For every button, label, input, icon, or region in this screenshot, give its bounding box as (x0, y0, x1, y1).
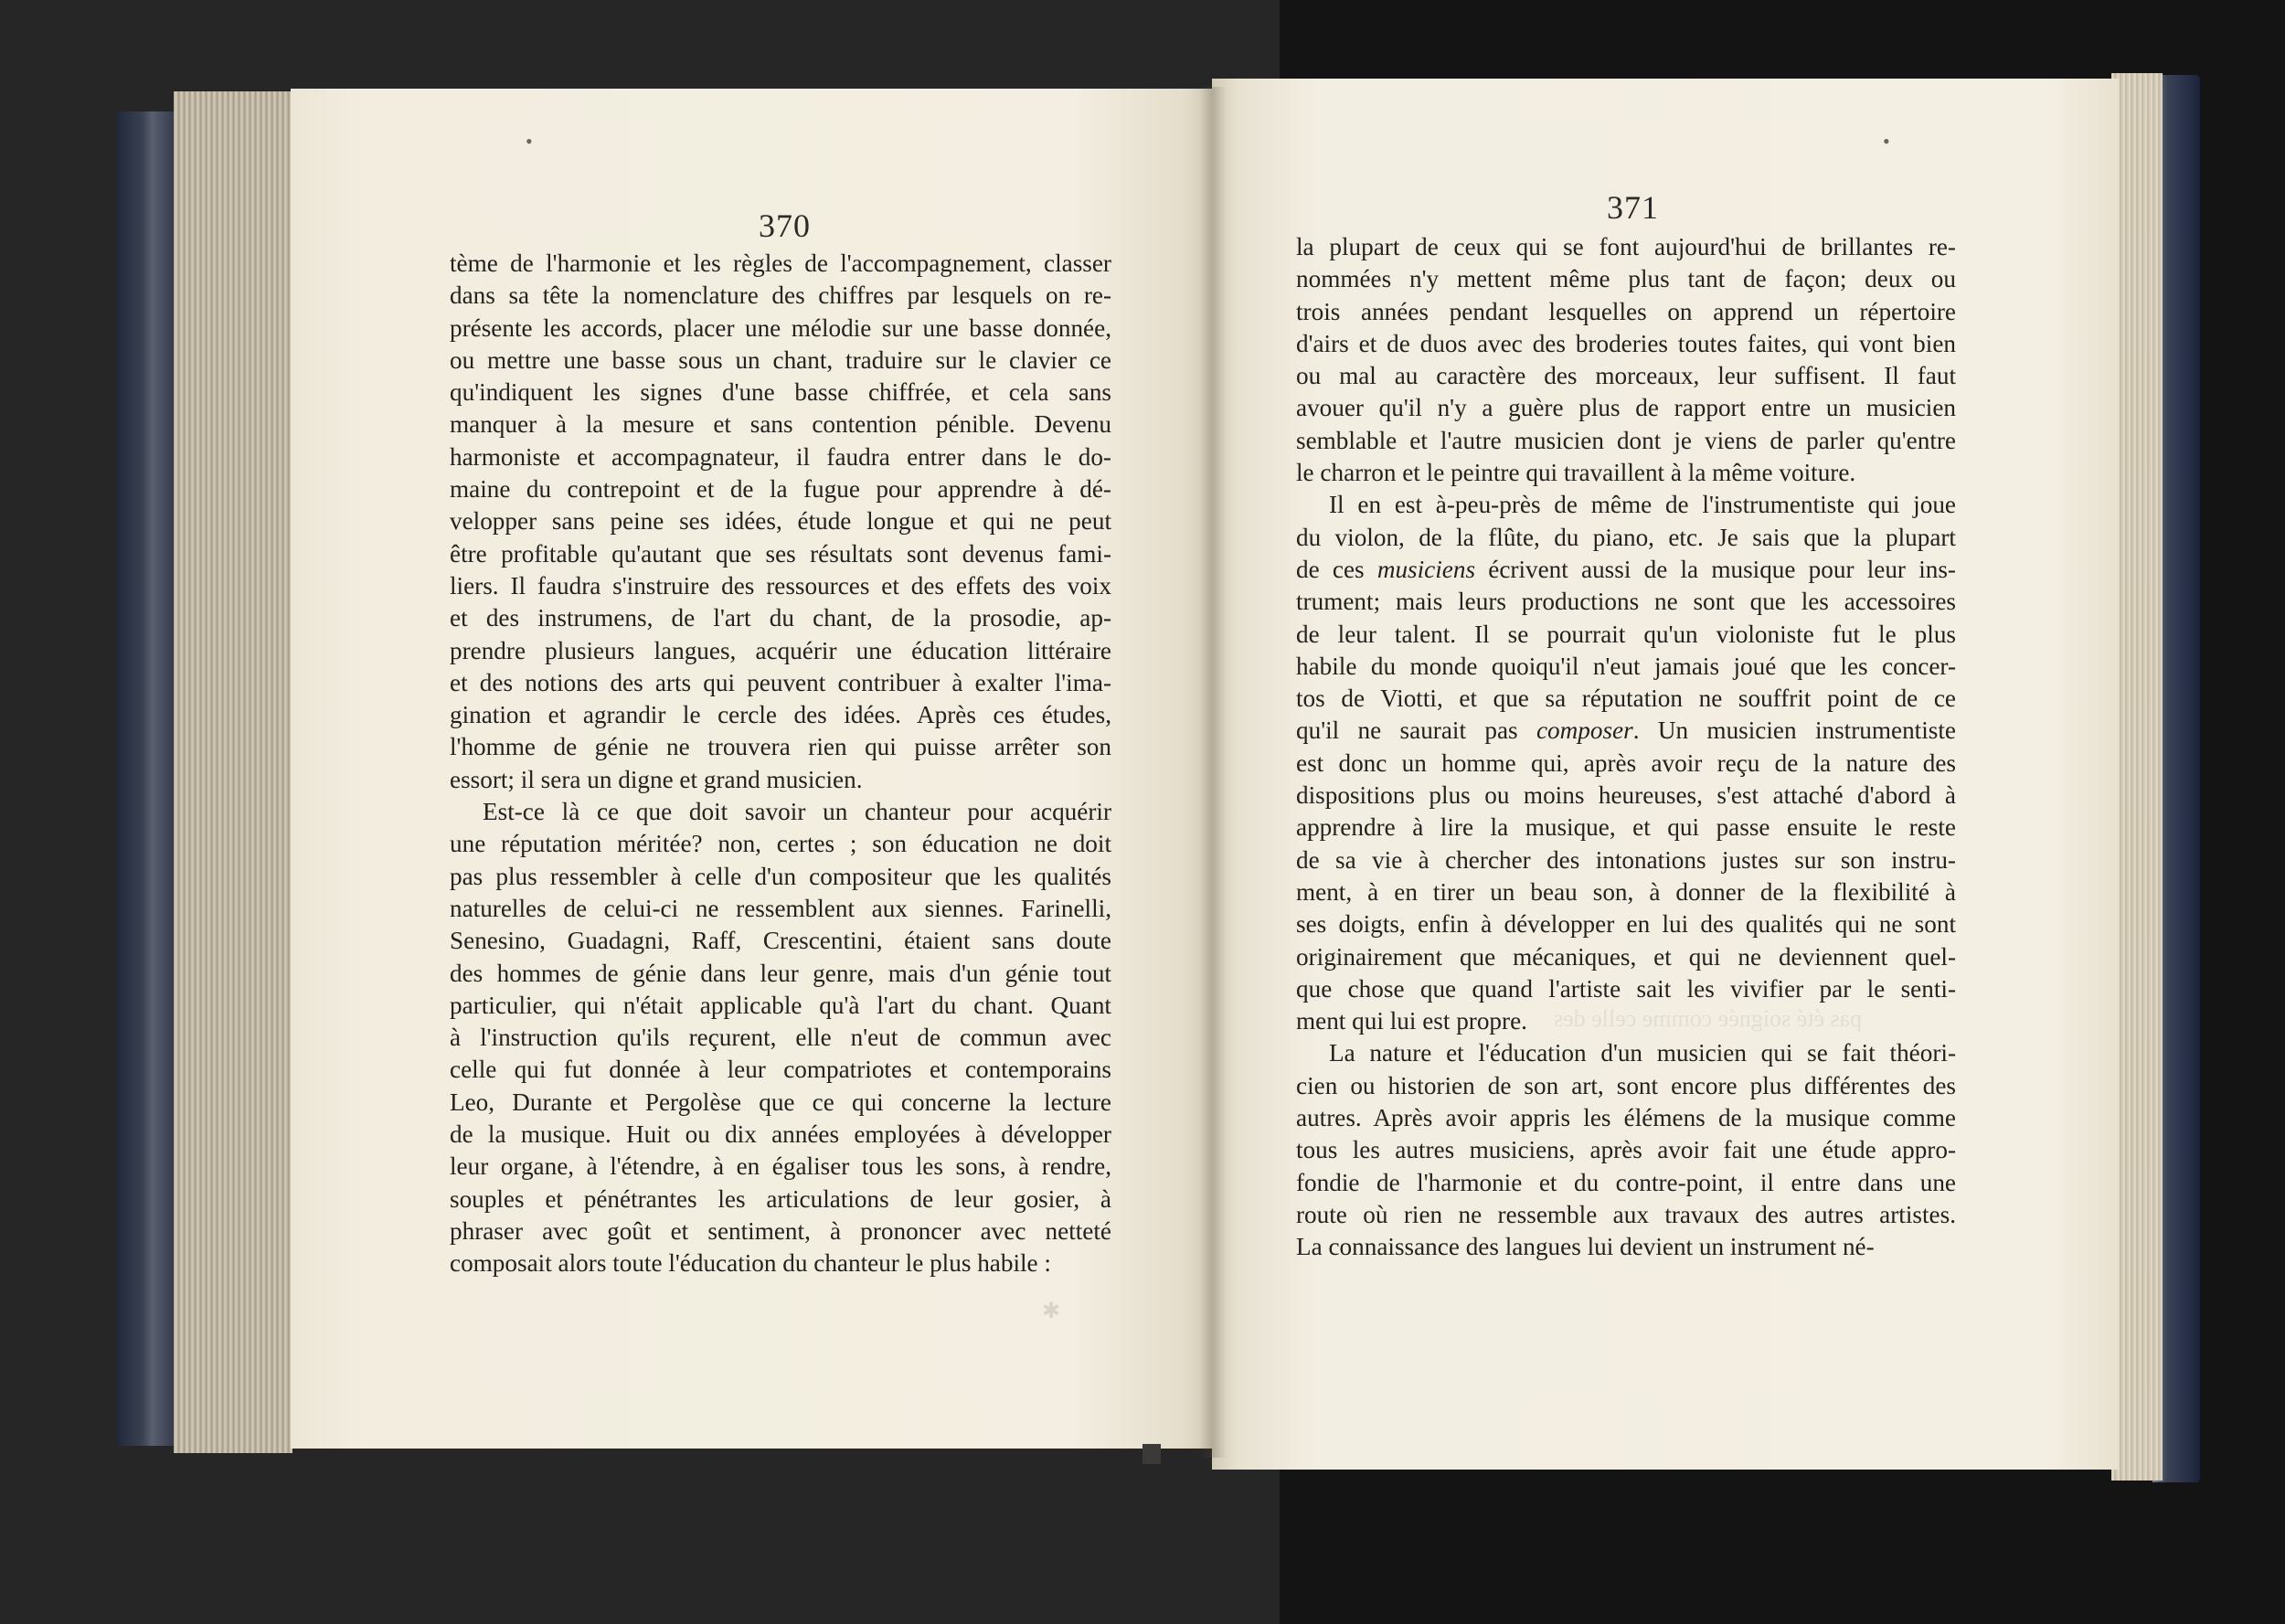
text-line: tème de l'harmonie et les règles de l'accompagnement, classer (450, 249, 1111, 277)
text-line: l'homme de génie ne trouvera rien qui puisse arrêter son (450, 733, 1111, 761)
text-line: Leo, Durante et Pergolèse que ce qui concerne la lecture (450, 1088, 1111, 1116)
text-line: gination et agrandir le cercle des idées. Après ces études, (450, 701, 1111, 729)
text-line: Senesino, Guadagni, Raff, Crescentini, étaient sans doute (450, 927, 1111, 955)
text-line: trois années pendant lesquelles on apprend un répertoire (1296, 297, 1956, 325)
text-line: celle qui fut donnée à leur compatriotes et contemporains (450, 1056, 1111, 1084)
text-line: ou mettre une basse sous un chant, traduire sur le clavier ce (450, 345, 1111, 374)
text-line: fondie de l'harmonie et du contre-point, il entre dans une (1296, 1168, 1956, 1196)
left-cover (117, 111, 181, 1446)
text-line: tos de Viotti, et que sa réputation ne souffrit point de ce (1296, 685, 1956, 713)
text-line: harmoniste et accompagnateur, il faudra entrer dans le do- (450, 442, 1111, 471)
page-mark-right: • (1883, 130, 1890, 153)
text-line: leur organe, à l'étendre, à en égaliser tous les sons, à rendre, (450, 1152, 1111, 1181)
text-line: naturelles de celui-ci ne ressemblent aux siennes. Farinelli, (450, 894, 1111, 922)
text-line: trument; mais leurs productions ne sont que les accessoires (1296, 588, 1956, 616)
text-line: et des notions des arts qui peuvent contribuer à exalter l'ima- (450, 668, 1111, 696)
text-line: qu'indiquent les signes d'une basse chiffrée, et cela sans (450, 378, 1111, 407)
text-line: de leur talent. Il se pourrait qu'un violoniste fut le plus (1296, 620, 1956, 648)
text-line: La connaissance des langues lui devient un instrument né- (1296, 1233, 1875, 1261)
text-line: cien ou historien de son art, sont encore plus différentes des (1296, 1071, 1956, 1099)
text-line: de la musique. Huit ou dix années employées à développer (450, 1120, 1111, 1149)
text-line: que chose que quand l'artiste sait les vivifier par le senti- (1296, 974, 1956, 1003)
text-line: ment qui lui est propre. (1296, 1007, 1527, 1035)
book-gutter (1199, 87, 1227, 1458)
text-line: de sa vie à chercher des intonations justes sur son instru- (1296, 845, 1956, 874)
text-line: la plupart de ceux qui se font aujourd'hui de brillantes re- (1296, 233, 1956, 260)
text-line: une réputation méritée? non, certes ; son éducation ne doit (450, 830, 1111, 858)
text-line: souples et pénétrantes les articulations de leur gosier, à (450, 1184, 1111, 1213)
text-line: Est-ce là ce que doit savoir un chanteur pour acquérir (483, 798, 1111, 826)
text-line: velopper sans peine ses idées, étude longue et qui ne peut (450, 507, 1111, 536)
text-line: originairement que mécaniques, et qui ne deviennent quel- (1296, 942, 1956, 971)
text-line: ou mal au caractère des morceaux, leur suffisent. Il faut (1296, 362, 1956, 390)
right-page-edges (2111, 73, 2163, 1481)
text-line: semblable et l'autre musicien dont je viens de parler qu'entre (1296, 426, 1956, 454)
text-line: ment, à en tirer un beau son, à donner de la flexibilité à (1296, 877, 1956, 906)
text-line: habile du monde quoiqu'il n'eut jamais joué que les concer- (1296, 652, 1956, 680)
text-line: avouer qu'il n'y a guère plus de rapport entre un musicien (1296, 394, 1956, 422)
text-line: le charron et le peintre qui travaillent à la même voiture. (1296, 459, 1856, 487)
page-mark-left: • (526, 130, 533, 153)
left-page-edges (174, 91, 292, 1453)
text-line: d'airs et de duos avec des broderies toutes faites, qui vont bien (1296, 329, 1956, 357)
bookmark-ribbon (1142, 1444, 1161, 1464)
text-line: particulier, qui n'était applicable qu'à l'art du chant. Quant (450, 991, 1111, 1019)
text-line: de ces musiciens écrivent aussi de la musique pour leur ins- (1296, 555, 1956, 583)
text-line: présente les accords, placer une mélodie sur une basse donnée, (450, 313, 1111, 342)
text-line: manquer à la mesure et sans contention pénible. Devenu (450, 410, 1111, 439)
text-line: tous les autres musiciens, après avoir fait une étude appro- (1296, 1136, 1956, 1164)
text-line: composait alors toute l'éducation du chanteur le plus habile : (450, 1249, 1051, 1278)
text-line: autres. Après avoir appris les élémens de la musique comme (1296, 1104, 1956, 1132)
text-line: route où rien ne ressemble aux travaux des autres artistes. (1296, 1200, 1956, 1228)
text-line: dans sa tête la nomenclature des chiffres par lesquels on re- (450, 281, 1111, 310)
text-line: qu'il ne saurait pas composer. Un musicien instrumentiste (1296, 716, 1956, 745)
page-number-right: 371 (1607, 189, 1659, 226)
text-line: apprendre à lire la musique, et qui passe ensuite le reste (1296, 813, 1956, 842)
text-line: ses doigts, enfin à développer en lui des qualités qui ne sont (1296, 910, 1956, 939)
text-line: pas plus ressembler à celle d'un compositeur que les qualités (450, 862, 1111, 890)
text-line: prendre plusieurs langues, acquérir une éducation littéraire (450, 636, 1111, 664)
text-line: être profitable qu'autant que ses résultats sont devenus fami- (450, 539, 1111, 568)
text-line: La nature et l'éducation d'un musicien qui se fait théori- (1329, 1039, 1956, 1067)
text-line: du violon, de la flûte, du piano, etc. Je sais que la plupart (1296, 523, 1956, 551)
signature-mark: ✱ (1042, 1300, 1061, 1323)
left-page-text (450, 248, 1111, 1280)
text-line: et des instrumens, de l'art du chant, de la prosodie, ap- (450, 604, 1111, 632)
text-line: est donc un homme qui, après avoir reçu de la nature des (1296, 748, 1956, 777)
right-page-text (1296, 231, 1956, 1264)
text-line: Il en est à-peu-près de même de l'instrumentiste qui joue (1329, 491, 1956, 519)
italic-word: composer (1536, 716, 1633, 745)
text-line: essort; il sera un digne et grand musicien. (450, 765, 863, 793)
text-line: des hommes de génie dans leur genre, mais d'un génie tout (450, 959, 1111, 987)
text-line: nommées n'y mettent même plus tant de façon; deux ou (1296, 265, 1956, 293)
text-line: liers. Il faudra s'instruire des ressources et des effets des voix (450, 571, 1111, 600)
bleed-through: pas été soignée comme celle des (1554, 1005, 1863, 1032)
text-line: phraser avec goût et sentiment, à prononcer avec netteté (450, 1216, 1111, 1245)
text-line: maine du contrepoint et de la fugue pour apprendre à dé- (450, 475, 1111, 504)
text-line: à l'instruction qu'ils reçurent, elle n'eut de commun avec (450, 1024, 1111, 1052)
text-line: dispositions plus ou moins heureuses, s'est attaché d'abord à (1296, 781, 1956, 810)
italic-word: musiciens (1376, 555, 1476, 583)
page-number-left: 370 (759, 207, 811, 244)
